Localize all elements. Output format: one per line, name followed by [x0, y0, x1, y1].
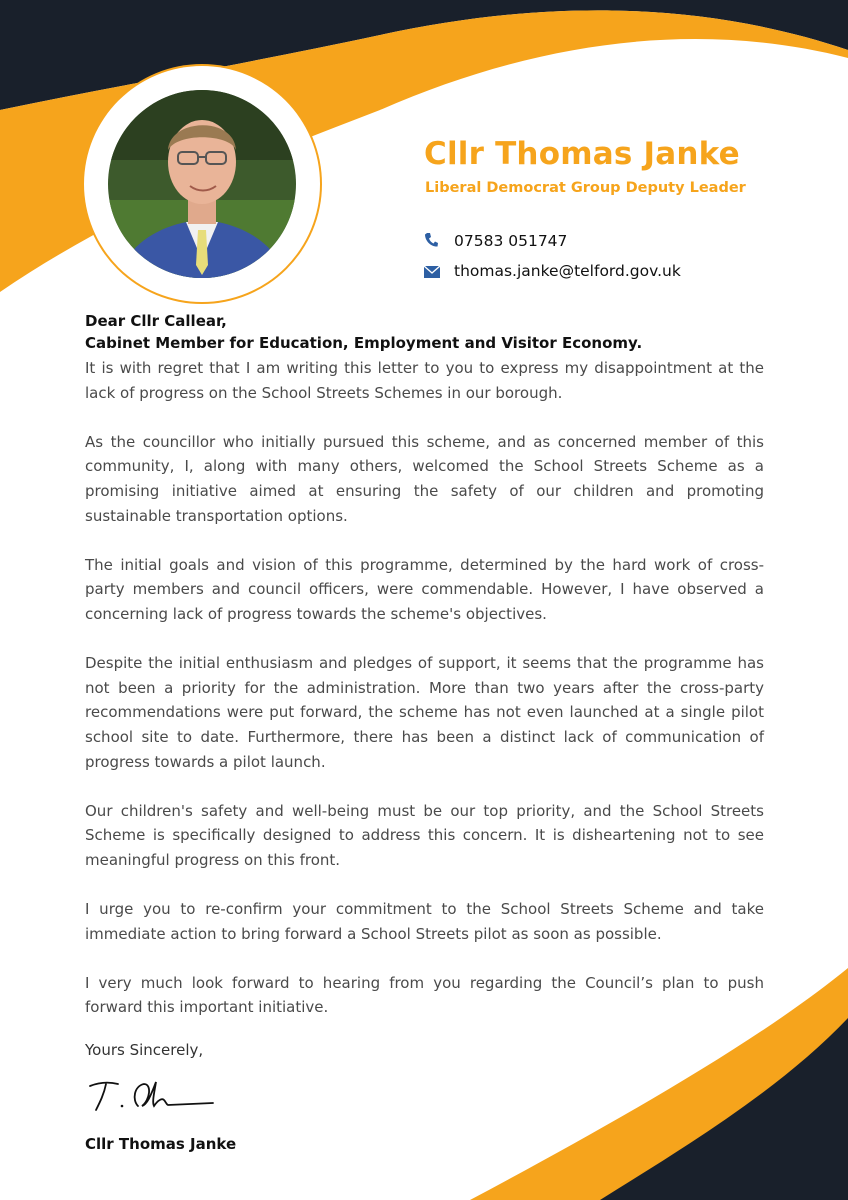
contact-email[interactable]	[424, 262, 681, 282]
sender-name: Cllr Thomas Janke	[424, 136, 740, 172]
paragraph: Despite the initial enthusiasm and pledges of support, it seems that the programme has not been a priority for the administration. More than two years after the cross-party recommendations were put forward, the scheme has not even launched at a single pilot school site to date. Furthermore, there has been a distinct lack of communication of progress towards a pilot launch.	[85, 654, 764, 771]
closing: Yours Sincerely,	[85, 1040, 204, 1059]
email-icon	[424, 264, 440, 282]
paragraph: Our children's safety and well-being must be our top priority, and the School Streets Scheme is specifically designed to address this concern. It is disheartening not to see meaningful progress on this front.	[85, 801, 764, 869]
recipient-title: Cabinet Member for Education, Employment and Visitor Economy.	[85, 334, 643, 352]
portrait-photo	[108, 90, 296, 278]
sender-role: Liberal Democrat Group Deputy Leader	[425, 180, 746, 196]
signature	[88, 1072, 218, 1122]
contact-phone[interactable]	[424, 232, 567, 252]
paragraph: I very much look forward to hearing from you regarding the Council’s plan to push forward this important initiative.	[85, 973, 764, 1017]
letter-body	[85, 310, 764, 1059]
greeting: Dear Cllr Callear,	[85, 312, 227, 330]
paragraph: It is with regret that I am writing this letter to you to express my disappointment at the lack of progress on the School Streets Schemes in our borough.	[85, 359, 764, 402]
paragraph: I urge you to re-confirm your commitment to the School Streets Scheme and take immediate action to bring forward a School Streets pilot as soon as possible.	[85, 900, 764, 943]
paragraph: The initial goals and vision of this programme, determined by the hard work of cross-party members and council officers, were commendable. However, I have observed a concerning lack of progress towards the scheme's objectives.	[85, 555, 764, 623]
signer-name: Cllr Thomas Janke	[85, 1135, 237, 1153]
phone-icon	[424, 232, 440, 252]
phone-number[interactable]: 07583 051747	[454, 232, 568, 250]
email-address[interactable]: thomas.janke@telford.gov.uk	[454, 262, 681, 280]
paragraph: As the councillor who initially pursued this scheme, and as concerned member of this community, I, along with many others, welcomed the School Streets Scheme as a promising initiative aimed at ensuring the safety of our children and promoting sustainable transportation options.	[85, 432, 764, 525]
